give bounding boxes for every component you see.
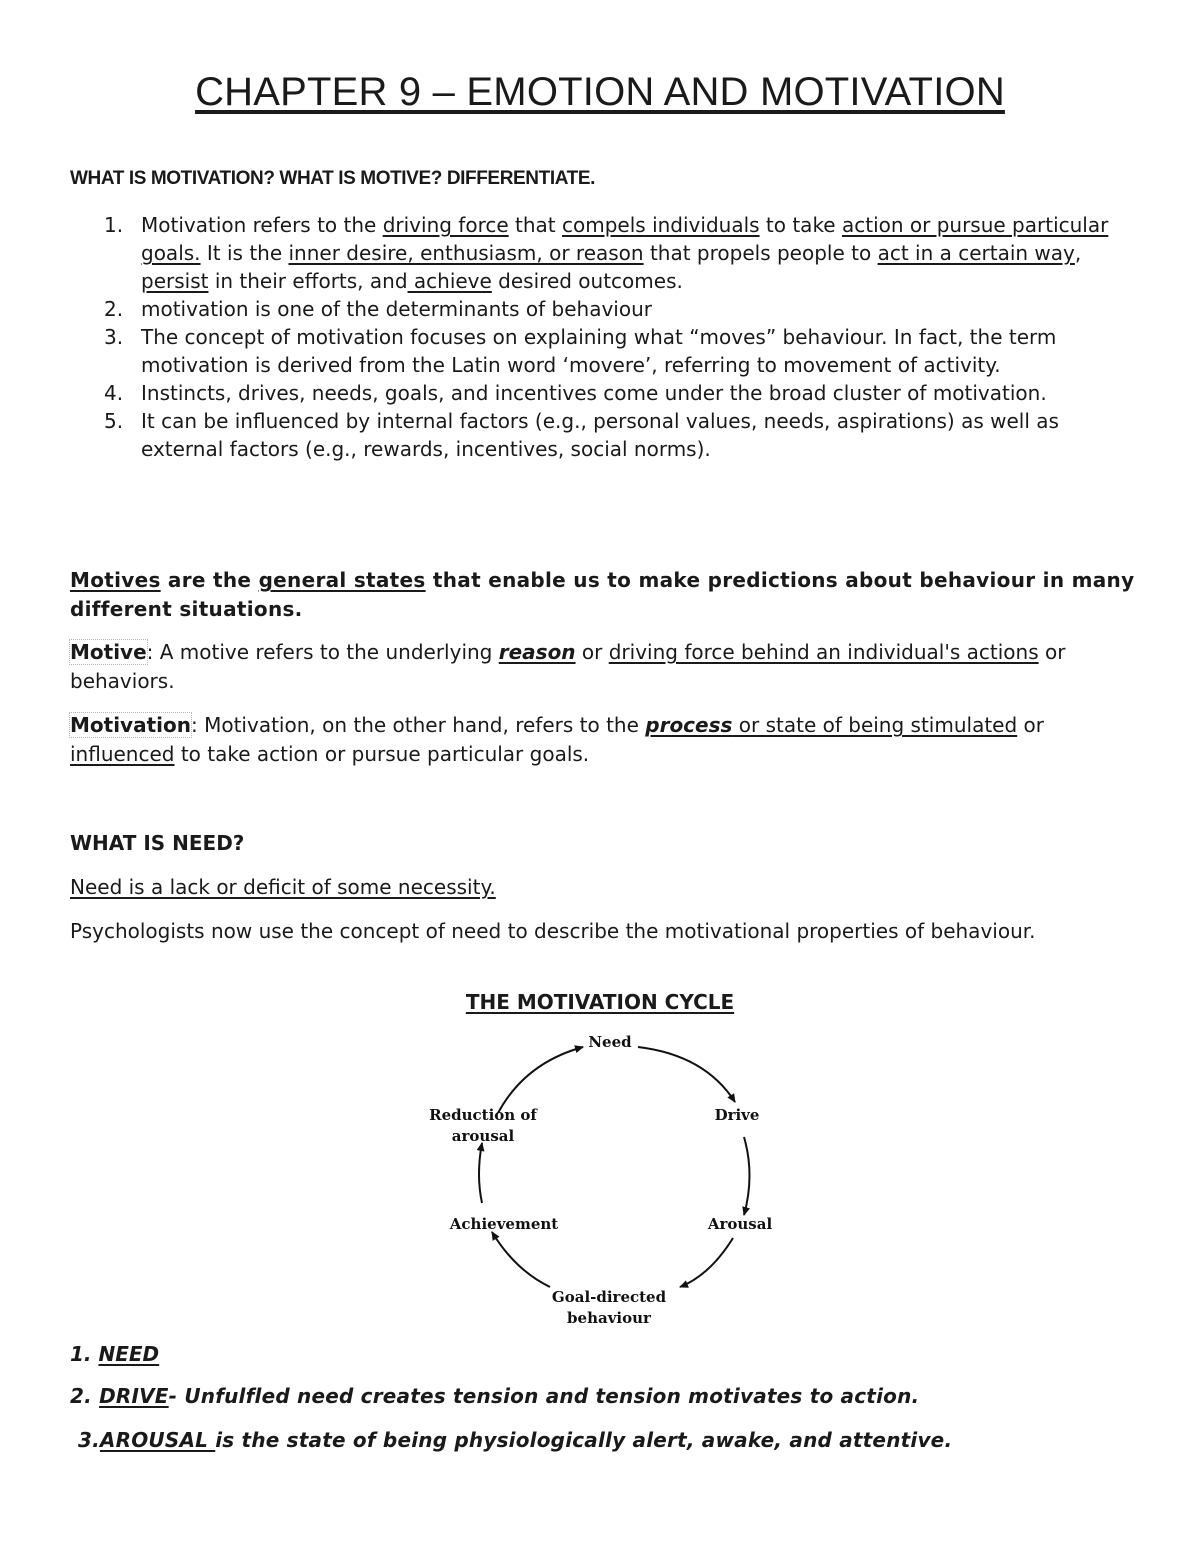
cycle-arrow — [744, 1137, 750, 1215]
chapter-title: CHAPTER 9 – EMOTION AND MOTIVATION — [195, 70, 1005, 114]
motivation-definition: Motivation: Motivation, on the other hand, refers to the process or state of being stimulated or influenced to take action or pursue particular goals. — [70, 713, 1044, 766]
stage-arousal: 3.AROUSAL is the state of being physiologically alert, awake, and attentive. — [78, 1428, 953, 1452]
list-item: 5. It can be influenced by internal factors (e.g., personal values, needs, aspirations) as well as external factors (e.g., rewards, incentives, social norms). — [104, 409, 1059, 461]
need-definition: Need is a lack or deficit of some necessity. — [70, 875, 496, 899]
cycle-title: THE MOTIVATION CYCLE — [465, 990, 735, 1014]
cycle-arrow — [680, 1238, 733, 1287]
stage-drive: 2. DRIVE- Unfulfled need creates tension and tension motivates to action. — [70, 1384, 920, 1408]
list-item: 4. Instincts, drives, needs, goals, and incentives come under the broad cluster of motivation. — [104, 381, 1047, 405]
need-paragraph: Psychologists now use the concept of need to describe the motivational properties of behaviour. — [70, 919, 1036, 943]
need-heading: WHAT IS NEED? — [70, 831, 245, 855]
stage-need: 1. NEED — [70, 1342, 160, 1366]
list-item: 3. The concept of motivation focuses on explaining what “moves” behaviour. In fact, the term motivation is derived from the Latin word ‘movere’, referring to movement of activity. — [104, 325, 1057, 377]
motivation-points-list — [70, 211, 1140, 463]
list-item: 1. Motivation refers to the driving force that compels individuals to take action or pursue particular goals. It is the inner desire, enthusiasm, or reason that propels people to act in a certain way, persist in their efforts, and achieve desired outcomes. — [104, 213, 1109, 293]
cycle-label-need: Need — [588, 1033, 632, 1051]
cycle-label-arousal: Arousal — [707, 1215, 773, 1233]
motivation-cycle-diagram — [400, 1025, 800, 1335]
cycle-label-goal-line1: Goal-directed — [551, 1288, 667, 1306]
cycle-arrow — [492, 1232, 550, 1287]
motive-term: Motive — [70, 640, 147, 664]
cycle-arrow — [479, 1143, 482, 1203]
motives-paragraph: Motives are the general states that enable us to make predictions about behaviour in many different situations. — [70, 568, 1135, 621]
motivation-question-heading: WHAT IS MOTIVATION? WHAT IS MOTIVE? DIFFERENTIATE. — [70, 168, 595, 189]
cycle-label-goal-line2: behaviour — [567, 1309, 651, 1327]
cycle-arrow — [498, 1047, 583, 1113]
cycle-label-reduction-line2: arousal — [451, 1127, 515, 1145]
cycle-label-achievement: Achievement — [449, 1215, 559, 1233]
motivation-term: Motivation — [70, 713, 191, 737]
cycle-label-reduction-line1: Reduction of — [429, 1106, 537, 1124]
cycle-arrow — [638, 1047, 735, 1102]
motive-definition: Motive: A motive refers to the underlying reason or driving force behind an individual's actions or behaviors. — [70, 640, 1066, 693]
cycle-label-drive: Drive — [714, 1106, 760, 1124]
list-item: 2. motivation is one of the determinants of behaviour — [104, 297, 652, 321]
